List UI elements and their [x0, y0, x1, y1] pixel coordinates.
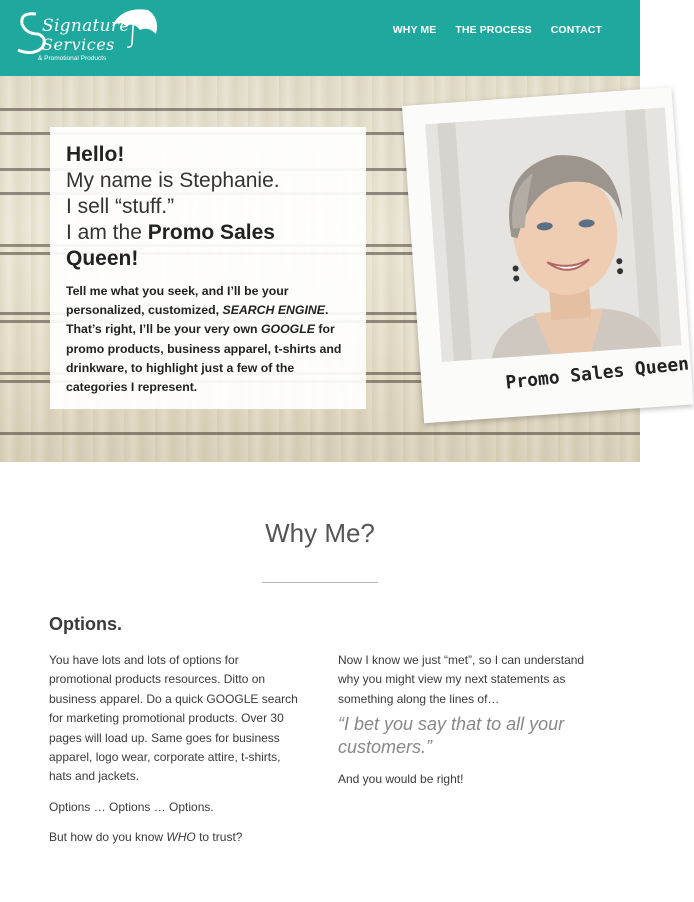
hero-body-part2: . That’s right, I’ll be your very own: [66, 303, 329, 337]
hero-queen-prefix: I am the: [66, 221, 142, 244]
logo-line-signature: Signature: [42, 16, 130, 36]
hero-section: [0, 76, 690, 462]
hero-hello: Hello!: [66, 143, 125, 166]
logo-line-services: Services: [42, 35, 115, 54]
hero-sell-line: I sell “stuff.”: [66, 195, 175, 218]
options-paragraph-1: You have lots and lots of options for promotional products resources. Ditto on business apparel. Do a quick GOOGLE search for marketing promotional products. Over 30 pages will load up. Same goes for business apparel, logo wear, corporate attire, t-shirts, hats and jackets.: [49, 653, 298, 784]
nav-the-process[interactable]: THE PROCESS: [455, 24, 532, 36]
site-logo[interactable]: [12, 4, 162, 66]
hero-body-text: [66, 282, 350, 397]
portrait-illustration: [425, 108, 681, 362]
hero-queen-line: [66, 220, 350, 272]
trust-who: WHO: [166, 830, 196, 845]
pull-quote: “I bet you say that to all your customers.”: [338, 714, 565, 758]
site-header: [0, 0, 640, 76]
right-paragraph-1: Now I know we just “met”, so I can understand why you might view my next statements as something along the lines of…: [338, 653, 585, 706]
hero-body-italic1: SEARCH ENGINE: [222, 303, 325, 318]
hero-body-part3: for promo products, business apparel, t-shirts and drinkware, to highlight just a few of the categories I represent.: [66, 322, 342, 395]
logo-tagline: & Promotional Products: [38, 55, 107, 62]
main-nav: [393, 24, 602, 36]
why-left-column: [49, 651, 304, 859]
options-paragraph-2: Options … Options … Options.: [49, 799, 214, 814]
hero-queen-title: Promo Sales Queen!: [66, 221, 275, 270]
polaroid-caption: Promo Sales Queen: [504, 353, 690, 394]
options-paragraph-3: [49, 828, 304, 847]
right-paragraph-2: And you would be right!: [338, 772, 464, 787]
portrait-photo: [425, 108, 681, 362]
hero-name-line: My name is Stephanie.: [66, 169, 280, 192]
hero-body-italic2: GOOGLE: [260, 322, 315, 337]
trust-prefix: But how do you know: [49, 830, 164, 845]
trust-suffix: to trust?: [199, 830, 243, 845]
nav-why-me[interactable]: WHY ME: [392, 24, 437, 36]
hero-intro-card: [50, 127, 366, 409]
section-divider: [262, 582, 378, 583]
why-me-heading: Why Me?: [265, 518, 375, 548]
hero-body-part1: Tell me what you seek, and I’ll be your personalized, customized,: [66, 284, 289, 318]
nav-contact[interactable]: CONTACT: [550, 24, 602, 36]
polaroid-photo-frame: [402, 87, 694, 423]
why-right-column: [338, 651, 593, 790]
options-heading: Options.: [49, 614, 122, 634]
